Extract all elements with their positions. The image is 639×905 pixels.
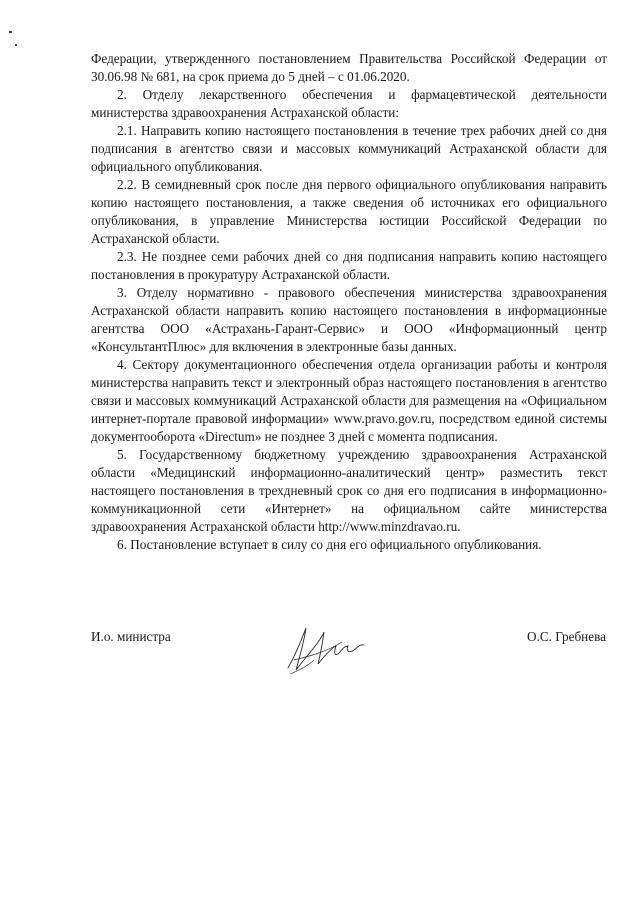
- paragraph-item-4: 4. Сектору документационного обеспечения отдела организации работы и контроля министерства направить текст и электронный образ настоящего постановления в агентство связи и массовых коммуникаций Астраханской области для размещения на «Официальном интернет-портале правовой информации» www.pravo.gov.ru, посредством единой системы документооборота «Directum» не позднее 3 дней с момента подписания.: [91, 357, 607, 444]
- signatory-name: О.С. Гребнева: [527, 629, 606, 644]
- paragraph-item-2-1: 2.1. Направить копию настоящего постановления в течение трех рабочих дней со дня подписания в агентство связи и массовых коммуникаций Астраханской области для официального опубликования.: [91, 123, 607, 174]
- paragraph-item-2-3: 2.3. Не позднее семи рабочих дней со дня подписания направить копию настоящего постановления в прокуратуру Астраханской области.: [91, 249, 607, 282]
- signature-block: [0, 620, 639, 680]
- paragraph-item-6: 6. Постановление вступает в силу со дня его официального опубликования.: [117, 537, 542, 552]
- paragraph-item-3: 3. Отделу нормативно - правового обеспечения министерства здравоохранения Астраханской области направить копию настоящего постановления в информационные агентства ООО «Астрахань-Гарант-Сервис» и ООО «Информационный центр «КонсультантПлюс» для включения в электронные базы данных.: [91, 285, 607, 354]
- paragraph-continuation: Федерации, утвержденного постановлением Правительства Российской Федерации от 30.06.98 № 681, на срок приема до 5 дней – с 01.06.2020.: [91, 51, 607, 84]
- handwritten-signature: [280, 620, 380, 678]
- scan-speck: [9, 31, 12, 33]
- signatory-title: И.о. министра: [91, 629, 171, 644]
- paragraph-item-5: 5. Государственному бюджетному учреждению здравоохранения Астраханской области «Медицинский информационно-аналитический центр» разместить текст настоящего постановления в трехдневный срок со дня его подписания в информационно-коммуникационной сети «Интернет» на официальном сайте министерства здравоохранения Астраханской области http://www.minzdravao.ru.: [91, 447, 607, 534]
- document-body: [91, 50, 607, 554]
- scan-speck: [15, 44, 17, 46]
- paragraph-item-2: 2. Отделу лекарственного обеспечения и фармацевтической деятельности министерства здравоохранения Астраханской области:: [91, 87, 607, 120]
- paragraph-item-2-2: 2.2. В семидневный срок после дня первого официального опубликования направить копию настоящего постановления, а также сведения об источниках его официального опубликования, в управление Министерства юстиции Российской Федерации по Астраханской области.: [91, 177, 607, 246]
